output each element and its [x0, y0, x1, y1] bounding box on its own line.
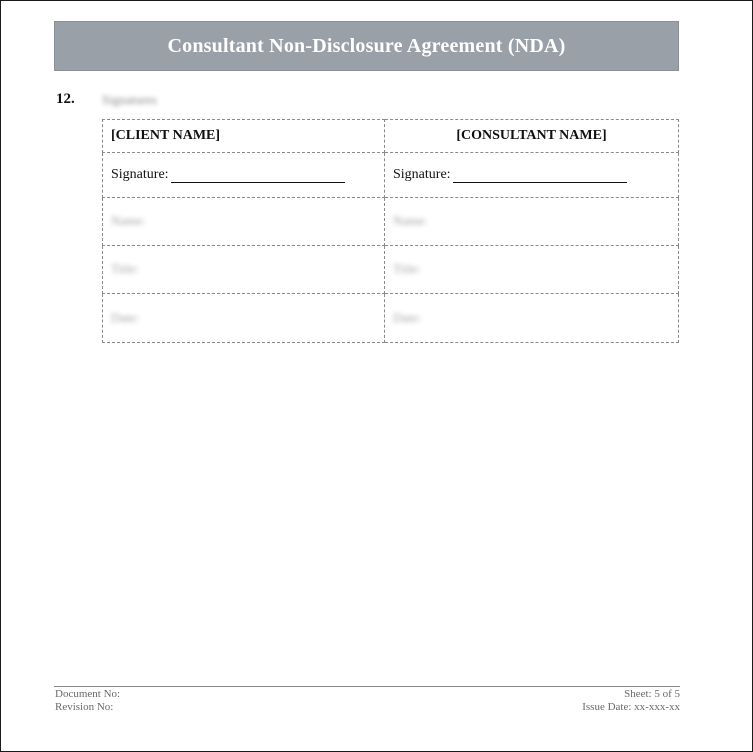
client-title-label: Title: — [111, 261, 139, 276]
consultant-signature-line[interactable] — [453, 168, 627, 183]
client-name-cell[interactable] — [103, 198, 385, 246]
issue-date: Issue Date: xx-xxx-xx — [582, 701, 680, 713]
signature-row — [103, 153, 679, 198]
consultant-title-label: Title: — [393, 261, 421, 276]
client-signature-cell — [103, 153, 385, 198]
document-title: Consultant Non-Disclosure Agreement (NDA) — [167, 34, 566, 57]
section-number: 12. — [56, 91, 75, 107]
document-title-banner — [54, 21, 679, 71]
consultant-date-cell[interactable] — [385, 294, 679, 343]
table-row — [103, 246, 679, 294]
table-row — [103, 198, 679, 246]
revision-no-label: Revision No: — [55, 701, 114, 713]
client-date-label: Date: — [111, 309, 140, 325]
table-row — [103, 294, 679, 343]
consultant-signature-cell — [385, 153, 679, 198]
section-heading — [56, 91, 157, 108]
consultant-name-header: [CONSULTANT NAME] — [385, 120, 679, 153]
section-title: Signatures — [102, 91, 157, 107]
document-no-label: Document No: — [55, 688, 121, 700]
consultant-date-label: Date: — [393, 309, 422, 325]
client-name-header: [CLIENT NAME] — [103, 120, 385, 153]
client-signature-label: Signature: — [111, 167, 169, 182]
client-signature-line[interactable] — [171, 168, 345, 183]
client-name-label: Name: — [111, 213, 146, 228]
consultant-title-cell[interactable] — [385, 246, 679, 294]
consultant-name-label: Name: — [393, 213, 428, 228]
footer-left — [55, 688, 120, 714]
client-date-cell[interactable] — [103, 294, 385, 343]
table-header-row — [103, 120, 679, 153]
consultant-signature-label: Signature: — [393, 167, 451, 182]
footer-right — [582, 688, 680, 714]
footer-divider — [54, 686, 680, 687]
client-title-cell[interactable] — [103, 246, 385, 294]
sheet-number: Sheet: 5 of 5 — [624, 688, 680, 700]
consultant-name-cell[interactable] — [385, 198, 679, 246]
signature-table — [102, 119, 679, 343]
